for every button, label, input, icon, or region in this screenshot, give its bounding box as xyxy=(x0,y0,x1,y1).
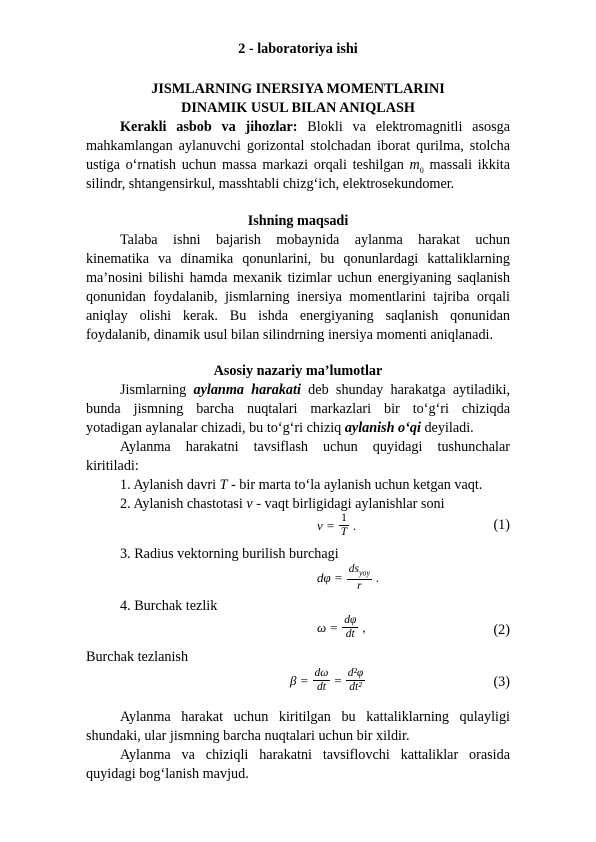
purpose-line-3: ma’nosini bilishi hamda mexanik tizimlar uchun energiyaning saqlanish xyxy=(86,270,510,286)
equation-3-fraction-1: $\frac{d\omega}{dt}$ xyxy=(314,667,329,693)
paragraph-convenience-line-1: Aylanma harakat uchun kiritilgan bu kattaliklarning qulayligi xyxy=(120,709,510,725)
equipment-line-2: mahkamlangan aylanuvchi gorizontal stolchadan iborat qurilma, stolcha xyxy=(86,138,510,154)
list-item-frequency: 2. Aylanish chastotasi ν - vaqt birligidagi aylanishlar soni xyxy=(120,496,445,512)
equipment-line-1 xyxy=(120,118,510,137)
equation-2: ω = $\frac{d\varphi}{dt}$ , xyxy=(317,614,366,640)
equipment-text-3a: ustiga o‘rnatish uchun massa markazi orqali teshilgan xyxy=(86,157,404,173)
equipment-label: Kerakli asbob va jihozlar: xyxy=(120,119,298,135)
theory-line-4: Aylanma harakatni tavsiflash uchun quyidagi tushunchalar xyxy=(120,439,510,455)
theory-heading: Asosiy nazariy ma’lumotlar xyxy=(213,363,383,379)
equipment-text-1: Blokli va elektromagnitli asosga xyxy=(307,119,510,135)
mass-symbol: $m_0$ xyxy=(409,157,424,175)
paragraph-relation-line-1: Aylanma va chiziqli harakatni tavsiflovchi kattaliklar orasida xyxy=(120,747,510,763)
equation-angle-fraction: $\frac{ds_{yoy}}{r}$ xyxy=(348,563,371,593)
lab-number-header: 2 - laboratoriya ishi xyxy=(238,41,358,57)
purpose-line-6: foydalanib, dinamik usul bilan silindrning inersiya momenti aniqlanadi. xyxy=(86,327,494,343)
equation-1-number: (1) xyxy=(493,517,510,533)
theory-line-1 xyxy=(120,381,510,400)
list-item-angle: 3. Radius vektorning burilish burchagi xyxy=(120,546,339,562)
term-rotational-motion: aylanma harakati xyxy=(193,382,301,398)
frequency-symbol: ν xyxy=(246,496,253,512)
purpose-line-1: Talaba ishni bajarish mobaynida aylanma harakat uchun xyxy=(120,232,510,248)
equation-3-fraction-2: $\frac{\text{d²φ}}{\text{dt²}}$ xyxy=(347,667,364,693)
title-line-2: DINAMIK USUL BILAN ANIQLASH xyxy=(181,100,415,116)
period-symbol: T xyxy=(219,477,228,493)
equation-1: ν = $\frac{1}{T}$ . xyxy=(317,512,357,538)
angular-acceleration-label: Burchak tezlanish xyxy=(86,649,189,665)
theory-text-1c: deb shunday harakatga aytiladiki, xyxy=(308,382,511,398)
equipment-text-3b: massali ikkita xyxy=(429,157,511,173)
equipment-line-4: silindr, shtangensirkul, masshtabli chizg‘ich, elektrosekundomer. xyxy=(86,176,455,192)
list-item-period: 1. Aylanish davri T - bir marta to‘la aylanish uchun ketgan vaqt. xyxy=(120,477,483,493)
purpose-heading: Ishning maqsadi xyxy=(247,213,349,229)
theory-text-3a: yotadigan aylanalar chizadi, bu to‘g‘ri chiziq xyxy=(86,420,342,436)
theory-line-5: kiritiladi: xyxy=(86,458,139,474)
equation-1-fraction: $\frac{1}{T}$ xyxy=(340,512,348,538)
title-line-1: JISMLARNING INERSIYA MOMENTLARINI xyxy=(151,81,445,97)
theory-text-3c: deyiladi. xyxy=(424,420,474,436)
equation-3-number: (3) xyxy=(493,674,510,690)
list-item-angular-velocity: 4. Burchak tezlik xyxy=(120,598,218,614)
theory-line-2: bunda jismning barcha nuqtalari markazlari bir to‘g‘ri chiziqda xyxy=(86,401,510,417)
purpose-line-4: qonunidan foydalanib, jismlarning inersiya momentlarini tajriba orqali xyxy=(86,289,510,305)
term-rotation-axis: aylanish o‘qi xyxy=(344,420,421,436)
paragraph-convenience-line-2: shundaki, ular jismning barcha nuqtalari uchun bir xildir. xyxy=(86,728,410,744)
theory-text-1a: Jismlarning xyxy=(120,382,187,398)
equation-angle: dφ = $\frac{ds_{yoy}}{r}$ . xyxy=(317,563,380,593)
equation-2-number: (2) xyxy=(493,622,510,638)
equation-2-fraction: $\frac{d\varphi}{dt}$ xyxy=(344,614,357,640)
equation-3: β = $\frac{d\omega}{dt}$ = $\frac{\text{d²φ}}{\text{dt²}}$ xyxy=(290,667,364,693)
paragraph-relation-line-2: quyidagi bog‘lanish mavjud. xyxy=(86,766,249,782)
purpose-line-2: kinematika va dinamika qonunlarini, bu qonunlardagi kattaliklarning xyxy=(86,251,510,267)
purpose-line-5: aniqlay olishi kerak. Bu ishda energiyaning saqlanish qonunidan xyxy=(86,308,510,324)
theory-line-3 xyxy=(86,419,510,438)
